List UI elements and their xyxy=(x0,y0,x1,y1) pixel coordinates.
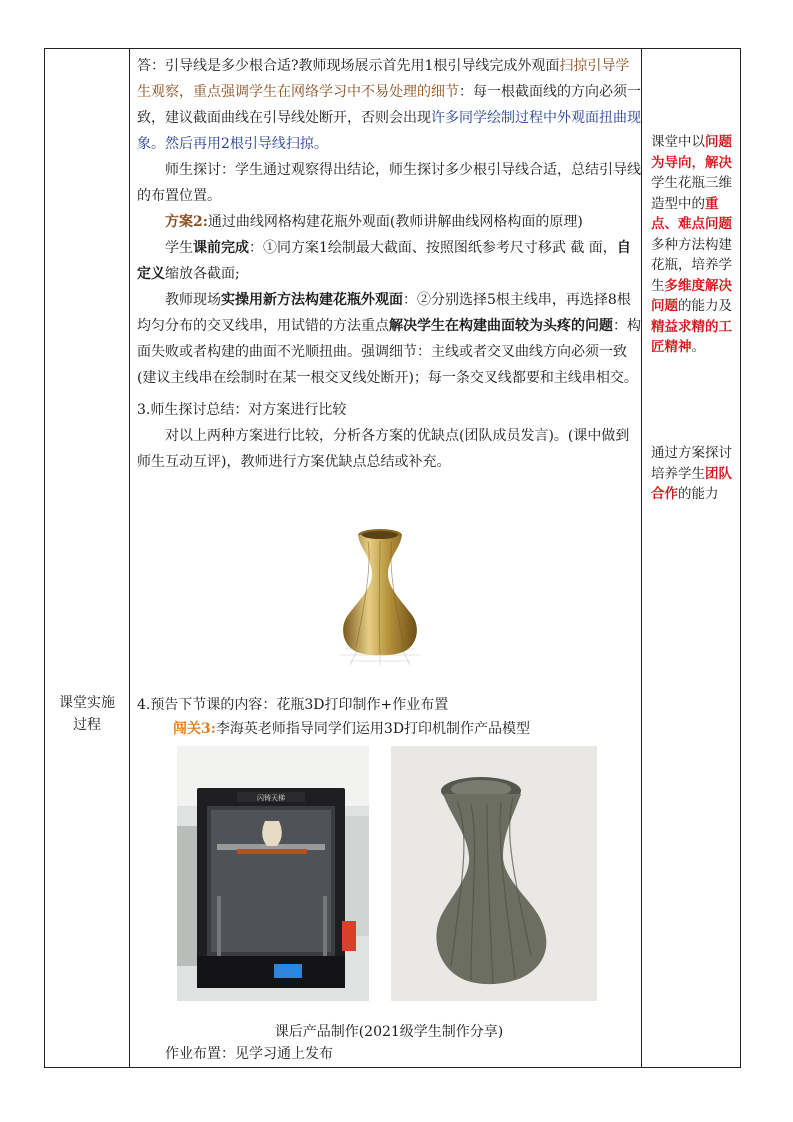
text: 通过曲线网格构建花瓶外观面(教师讲解曲线网格构面的原理) xyxy=(207,214,583,230)
3d-printer-photo xyxy=(177,746,369,1001)
text: 学生花瓶三维造型中的 xyxy=(651,175,732,212)
text: 答：引导线是多少根合适?教师现场展示首先用1根引导线完成外观面 xyxy=(137,58,560,74)
text: 。 xyxy=(691,339,705,355)
text: 课堂中以 xyxy=(651,134,705,150)
photo-caption: 课后产品制作(2021级学生制作分享) xyxy=(274,1024,504,1040)
paragraph-teacher-demo xyxy=(137,287,641,391)
paragraph-answer xyxy=(137,53,641,157)
text: ：②分别选择5根主线串，再选择8根均匀分布的交叉线串，用试错的方法重点 xyxy=(137,292,631,334)
bold-text: 自定义 xyxy=(137,240,631,282)
gate-label: 闯关3: xyxy=(173,721,216,737)
printed-vase-photo xyxy=(391,746,597,1001)
printer-brand-label: 闪铸天梯 xyxy=(257,794,285,802)
text: 的能力 xyxy=(678,486,719,502)
highlight-text: 许多同学绘制过程中外观面扭曲现象。然后再用2根引导线扫掠。 xyxy=(137,110,641,152)
text: 教师现场 xyxy=(165,292,221,308)
gate-3 xyxy=(137,717,641,741)
vase-3d-render xyxy=(330,527,430,667)
section-4 xyxy=(137,693,641,741)
stage-label-line: 课堂实施 xyxy=(59,695,115,711)
photo-footer xyxy=(137,1021,641,1065)
lesson-table xyxy=(44,48,741,1068)
highlight-text: 精益求精的工匠精神 xyxy=(651,318,732,355)
section-4-title: 4.预告下节课的内容：花瓶3D打印制作+作业布置 xyxy=(137,697,449,713)
homework: 作业布置：见学习通上发布 xyxy=(165,1046,333,1062)
design-intent-2 xyxy=(651,443,737,505)
paragraph-discussion: 师生探讨：学生通过观察得出结论，师生探讨多少根引导线合适，总结引导线的布置位置。 xyxy=(137,162,641,204)
text: ， xyxy=(691,154,705,171)
highlight-text: 解决 xyxy=(705,154,732,171)
text: 的能力及 xyxy=(678,298,732,314)
text: 学生 xyxy=(165,240,193,256)
text: 缩放各截面; xyxy=(165,266,240,282)
text: ：每一根截面线的方向必须一致，建议截面曲线在引导线处断开，否则会出现 xyxy=(137,84,641,126)
highlight-text: 重点、难点问题 xyxy=(651,195,732,232)
text: ：构面失败或者构建的曲面不光顺扭曲。强调细节：主线或者交叉曲线方向必须一致(建议主线串在绘制时在某一根交叉线处断开)；每一条交叉线都要和主线串相交。 xyxy=(137,318,641,386)
teaching-content xyxy=(137,53,641,475)
stage-label xyxy=(45,692,129,736)
design-intent-1 xyxy=(651,132,737,358)
column-divider xyxy=(641,49,642,1067)
text: 通过方案探讨培养学生 xyxy=(651,445,732,482)
bold-text: 实操用新方法构建花瓶外观面 xyxy=(221,292,403,308)
text: 李海英老师指导同学们运用3D打印机制作产品模型 xyxy=(215,721,531,737)
bold-text: 课前完成 xyxy=(193,240,249,256)
text: 多种方法构建花瓶，培养学生 xyxy=(651,236,732,294)
highlight-text: 团队合作 xyxy=(651,465,732,502)
highlight-text: 问题为导向 xyxy=(651,134,732,171)
section-3-title: 3.师生探讨总结：对方案进行比较 xyxy=(137,402,347,418)
plan-label: 方案2: xyxy=(165,214,208,230)
section-3-text: 对以上两种方案进行比较，分析各方案的优缺点(团队成员发言)。(课中做到师生互动互评)，教师进行方案优缺点总结或补充。 xyxy=(137,428,630,470)
paragraph-preclass xyxy=(137,235,641,287)
bold-text: 解决学生在构建曲面较为头疼的问题 xyxy=(389,318,613,334)
paragraph-plan2 xyxy=(137,209,641,235)
column-divider xyxy=(129,49,130,1067)
stage-label-line: 过程 xyxy=(73,717,101,733)
highlight-text: 扫掠引导学生观察，重点强调学生在网络学习中不易处理的细节 xyxy=(137,58,630,100)
text: ：①同方案1绘制最大截面、按照图纸参考尺寸移武 截 面， xyxy=(249,240,617,256)
highlight-text: 多维度解决问题 xyxy=(651,277,732,314)
